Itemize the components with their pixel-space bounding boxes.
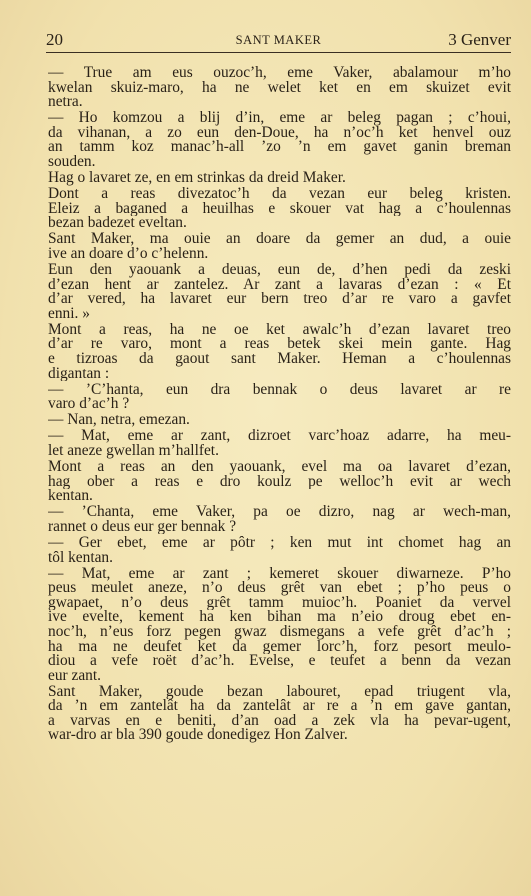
text-line: kentan. — [48, 489, 93, 504]
paragraph — [48, 66, 511, 110]
text-line: noc’h, n’eus forz pegen gwaz dismegans a vefe grêt d’ac’h ; — [48, 624, 511, 640]
text-line: d’ar vered, ha lavaret eur bern treo d’ar re varo a gavfet — [48, 292, 511, 307]
paragraph — [48, 536, 511, 565]
text-line: da vihanan, a zo eun den-Doue, ha n’oc’h ket henvel ouz — [48, 125, 511, 141]
text-line: enni. » — [48, 306, 90, 322]
text-line: — Ho komzou a blij d’in, eme ar beleg pagan ; c’houi, — [48, 111, 511, 126]
paragraph — [48, 505, 511, 534]
text-line: Dont a reas divezatoc’h da vezan eur beleg kristen. — [48, 187, 511, 202]
text-line: peus meulet aneze, n’o deus grêt van ebet ; p’ho peus o — [48, 581, 511, 596]
text-line: Sant Maker, ma ouie an doare da gemer an dud, a ouie — [48, 232, 511, 247]
text-line: d’ezan hent ar zantelez. Ar zant a lavaras d’ezan : « Et — [48, 277, 511, 293]
text-line: — ’C’hanta, eun dra bennak o deus lavaret ar re — [48, 382, 511, 398]
text-line: ive evelte, kement ha ken bihan ma n’eio droug ebet en- — [48, 610, 511, 625]
text-line: ha ma ne deufet ket da gemer lorc’h, forz pesort meulo- — [48, 639, 511, 655]
text-line: d’ar re varo, mont a reas betek skei mein gante. Hag — [48, 337, 511, 352]
page-header — [46, 30, 511, 53]
text-line: da ’n em zantelât ha da zantelât ar re a ’n em gave gantan, — [48, 699, 511, 714]
page-number: 20 — [46, 30, 63, 49]
text-line: — Mat, eme ar zant, dizroet varc’hoaz adarre, ha meu- — [48, 429, 511, 445]
text-line: ive an doare d’o c’helenn. — [48, 246, 209, 262]
header-date: 3 Genver — [448, 30, 511, 49]
paragraph — [48, 232, 511, 261]
text-line: tôl kentan. — [48, 550, 113, 566]
paragraph — [48, 383, 511, 412]
text-line: Hag o lavaret ze, en em strinkas da dreid Maker. — [48, 171, 346, 186]
text-line: — Nan, netra, emezan. — [48, 413, 190, 428]
text-line: gwapaet, n’o deus grêt tamm muioc’h. Poaniet da vervel — [48, 595, 511, 611]
text-line: souden. — [48, 154, 96, 170]
paragraph — [48, 323, 511, 381]
text-line: varo d’ac’h ? — [48, 397, 130, 412]
text-line: eur zant. — [48, 668, 101, 684]
paragraph — [48, 413, 511, 428]
page-body — [48, 66, 511, 745]
running-title: SANT MAKER — [235, 33, 322, 47]
text-line: Eleiz a baganed a heuilhas e skouer vat hag a c’houlennas — [48, 201, 511, 217]
paragraph — [48, 567, 511, 683]
text-line: e tizroas da gaout sant Maker. Heman a c’houlennas — [48, 351, 511, 367]
text-line: Mont a reas an den yaouank, evel ma oa lavaret d’ezan, — [48, 460, 511, 475]
paragraph — [48, 429, 511, 458]
paragraph — [48, 111, 511, 169]
text-line: digantan : — [48, 366, 110, 382]
paragraph — [48, 263, 511, 321]
text-line: — ’Chanta, eme Vaker, pa oe dizro, nag ar wech-man, — [48, 505, 511, 520]
text-line: — Mat, eme ar zant ; kemeret skouer diwarneze. P’ho — [48, 566, 511, 582]
text-line: kwelan skuiz-maro, ha ne welet ket en em skuizet evit — [48, 80, 511, 96]
text-line: netra. — [48, 95, 83, 110]
text-line: an tamm koz manac’h-all ’zo ’n em gavet ganin breman — [48, 140, 511, 155]
text-line: — True am eus ouzoc’h, eme Vaker, abalamour m’ho — [48, 66, 511, 81]
text-line: bezan badezet eveltan. — [48, 216, 187, 231]
text-line: Eun den yaouank a deuas, eun de, d’hen pedi da zeski — [48, 263, 511, 278]
text-line: rannet o deus eur ger bennak ? — [48, 519, 237, 535]
text-line: war-dro ar bla 390 goude donedigez Hon Zalver. — [48, 728, 348, 743]
text-line: hag ober a reas e dro koulz pe welloc’h evit ar wech — [48, 474, 511, 490]
paragraph — [48, 460, 511, 504]
text-line: — Ger ebet, eme ar pôtr ; ken mut int chomet hag an — [48, 536, 511, 551]
paragraph — [48, 171, 511, 186]
text-line: Sant Maker, goude bezan labouret, epad triugent vla, — [48, 684, 511, 700]
text-line: let aneze gwellan m’hallfet. — [48, 444, 219, 459]
paragraph — [48, 685, 511, 743]
text-line: diou a vefe roët d’ac’h. Evelse, e teufet a benn da vezan — [48, 654, 511, 669]
text-line: a varvas en e beniti, d’an oad a zek vla ha pevar-ugent, — [48, 713, 511, 729]
text-line: Mont a reas, ha ne oe ket awalc’h d’ezan lavaret treo — [48, 322, 511, 338]
paragraph — [48, 187, 511, 231]
